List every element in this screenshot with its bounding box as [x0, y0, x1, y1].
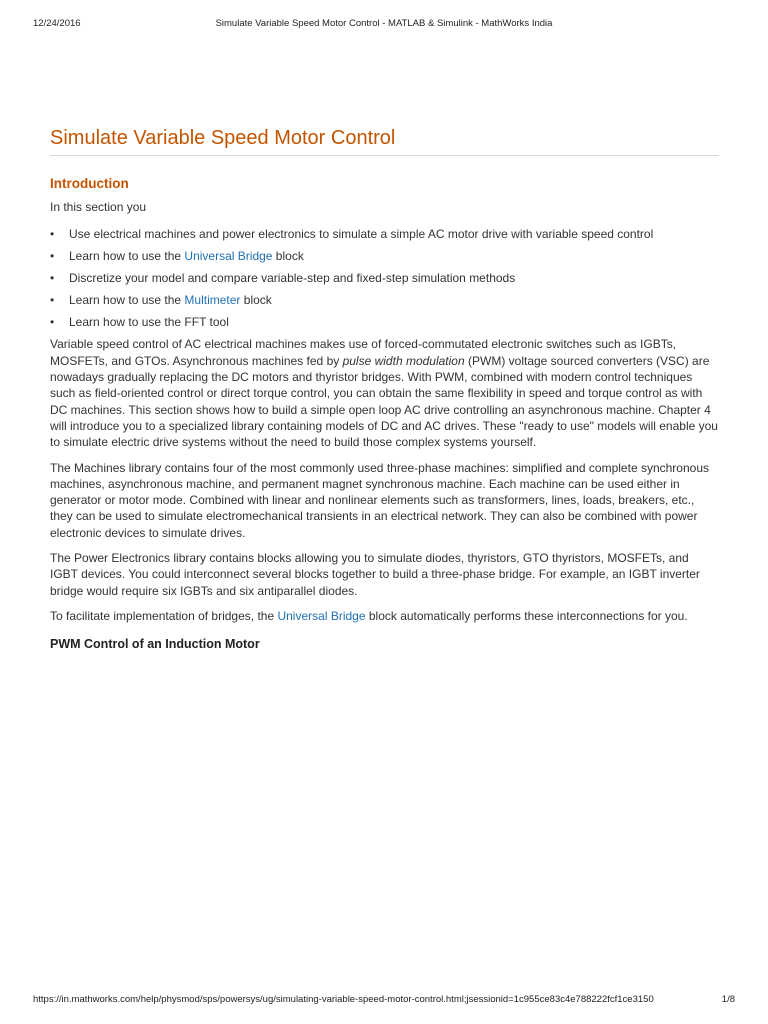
paragraph-text: To facilitate implementation of bridges, the [50, 608, 278, 623]
print-footer [33, 994, 735, 1008]
introduction-lead: In this section you [50, 200, 147, 215]
main-content [50, 126, 719, 652]
list-item-text: block [272, 249, 304, 264]
list-item [50, 270, 719, 286]
universal-bridge-link[interactable]: Universal Bridge [184, 249, 273, 264]
paragraph-text: (PWM) voltage sourced converters (VSC) are nowadays gradually replacing the DC motors and thyristor bridges. With PWM, combined with modern control techniques such as field-oriented control or direct torque control, you can obtain the same flexibility in speed and torque control as with DC machines. This section shows how to build a simple open loop AC drive controlling an asynchronous machine. Chapter 4 will introduce you to a specialized library containing models of DC and AC drives. These "ready to use" models will enable you to simulate electric drive systems without the need to build those complex systems yourself. [50, 353, 718, 450]
list-item [50, 248, 719, 264]
page-title: Simulate Variable Speed Motor Control [50, 126, 719, 156]
print-url: https://in.mathworks.com/help/physmod/sps/powersys/ug/simulating-variable-speed-motor-control.html;jsessionid=1c955ce83c4e788222fcf1ce3150 [33, 994, 654, 1005]
paragraph-variable-speed [50, 336, 719, 450]
list-item [50, 314, 719, 330]
list-item [50, 226, 719, 242]
multimeter-link[interactable]: Multimeter [184, 293, 241, 308]
paragraph-machines-library: The Machines library contains four of the most commonly used three-phase machines: simplified and complete synchronous machines, asynchronous machine, and permanent magnet synchronous machine. Each machine can be used either in generator or motor mode. Combined with linear and nonlinear elements such as transformers, lines, loads, breakers, etc., they can be used to simulate electromechanical transients in an electrical network. They can also be combined with power electronic devices to simulate drives. [50, 460, 709, 540]
universal-bridge-link[interactable]: Universal Bridge [277, 608, 366, 623]
paragraph-bridges [50, 608, 719, 624]
pulse-width-modulation-term: pulse width modulation [342, 353, 465, 368]
objectives-list [50, 226, 719, 330]
pwm-control-heading: PWM Control of an Induction Motor [50, 637, 260, 652]
list-item-text: block [240, 293, 272, 308]
list-item [50, 292, 719, 308]
list-item-text: Learn how to use the [69, 249, 185, 264]
list-item-text: Use electrical machines and power electronics to simulate a simple AC motor drive with variable speed control [69, 227, 654, 242]
list-item-text: Discretize your model and compare variable-step and fixed-step simulation methods [69, 271, 516, 286]
paragraph-text: block automatically performs these interconnections for you. [365, 608, 688, 623]
paragraph-power-electronics: The Power Electronics library contains blocks allowing you to simulate diodes, thyristors, GTO thyristors, MOSFETs, and IGBT devices. You could interconnect several blocks together to build a three-phase bridge. For example, an IGBT inverter bridge would require six IGBTs and six antiparallel diodes. [50, 551, 700, 598]
bullet: • [50, 315, 55, 330]
print-header [33, 18, 735, 32]
bullet: • [50, 271, 55, 286]
bullet: • [50, 293, 55, 308]
print-document-title: Simulate Variable Speed Motor Control - MATLAB & Simulink - MathWorks India [215, 18, 553, 29]
page-number: 1/8 [721, 994, 735, 1005]
print-date: 12/24/2016 [33, 18, 81, 29]
list-item-text: Learn how to use the [69, 293, 185, 308]
bullet: • [50, 227, 55, 242]
bullet: • [50, 249, 55, 264]
paragraph-text: Variable speed control of AC electrical machines makes use of forced-commutated electronic switches such as IGBTs, MOSFETs, and GTOs. Asynchronous machines fed by [50, 337, 677, 368]
introduction-heading: Introduction [50, 176, 129, 191]
list-item-text: Learn how to use the FFT tool [69, 315, 229, 330]
